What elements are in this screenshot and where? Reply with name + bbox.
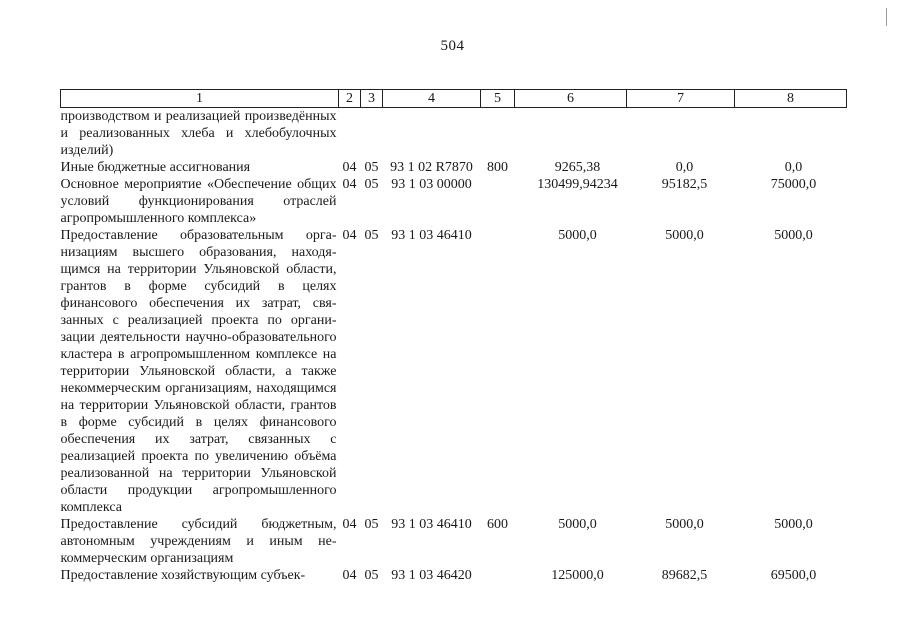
column-header-6: 6 [515,90,627,108]
row-subsection: 05 [364,177,379,192]
row-name: производством и реализацией произведённых и реализованных хлеба и хлебобулочных изделий) [60,109,337,158]
row-name: Предоставление образовательным организациям высшего образования, находящимся на территории Ульяновской области, грантов в форме субсидий в целях финансового обеспечения их затрат, связанных с реализацией проекта по организации деятельности научно-образовательного кластера в агропромышленном комплексе на территории Ульяновской области, а также некоммерческим организациям, находящимся на территории Ульяновской области, грантов в форме субсидий в целях финансового обеспечения их затрат, связанных с реализацией проекта по увеличению объёма реализованной на территории Ульяновской области продукции агропромышленного комплекса [60,228,337,515]
scan-mark [886,8,887,26]
row-amount-year1: 5000,0 [558,517,597,532]
row-target-article: 93 1 02 R7870 [390,160,473,175]
row-subsection: 05 [364,517,379,532]
table-header-row [61,90,847,108]
column-header-1: 1 [61,90,339,108]
row-subsection: 05 [364,160,379,175]
row-expense-type [481,108,515,160]
row-amount-year2 [627,108,735,160]
row-name: Предоставление хозяйствующим субъек- [60,568,306,583]
row-expense-type [481,567,515,584]
row-target-article: 93 1 03 00000 [391,177,472,192]
table-row [61,516,847,567]
row-subsection: 05 [364,568,379,583]
row-expense-type: 600 [487,517,508,532]
row-amount-year3: 75000,0 [770,177,817,192]
column-header-8: 8 [735,90,847,108]
budget-table [60,89,847,584]
row-amount-year1 [515,108,627,160]
row-amount-year3: 0,0 [784,160,803,175]
row-amount-year2: 5000,0 [665,228,704,243]
column-header-7: 7 [627,90,735,108]
column-header-4: 4 [383,90,481,108]
row-amount-year3 [735,108,847,160]
row-target-article: 93 1 03 46420 [391,568,472,583]
row-name: Предоставление субсидий бюджетным, автономным учреждениям и иным некоммерческим организациям [60,517,337,566]
column-header-3: 3 [361,90,383,108]
table-row [61,227,847,516]
row-amount-year2: 0,0 [675,160,694,175]
row-target-article [383,108,481,160]
row-target-article: 93 1 03 46410 [391,517,472,532]
table-row [61,159,847,176]
row-name: Основное мероприятие «Обеспечение общих условий функционирования отраслей агропромышленного комплекса» [60,177,337,226]
row-section: 04 [342,517,357,532]
row-expense-type [481,176,515,227]
row-amount-year1: 130499,94234 [537,177,618,192]
row-amount-year3: 5000,0 [774,517,813,532]
row-amount-year1: 5000,0 [558,228,597,243]
column-header-2: 2 [339,90,361,108]
row-subsection [361,108,383,160]
row-section: 04 [342,177,357,192]
row-amount-year2: 5000,0 [665,517,704,532]
row-amount-year2: 89682,5 [661,568,708,583]
row-expense-type [481,227,515,516]
page-number: 504 [440,38,465,54]
row-amount-year3: 5000,0 [774,228,813,243]
row-amount-year3: 69500,0 [770,568,817,583]
column-header-5: 5 [481,90,515,108]
row-amount-year1: 125000,0 [551,568,604,583]
row-section: 04 [342,568,357,583]
row-expense-type: 800 [487,160,508,175]
row-amount-year2: 95182,5 [661,177,708,192]
table-row [61,176,847,227]
row-subsection: 05 [364,228,379,243]
table-row [61,567,847,584]
row-section [339,108,361,160]
row-section: 04 [342,160,357,175]
row-section: 04 [342,228,357,243]
table-row [61,108,847,160]
row-amount-year1: 9265,38 [554,160,601,175]
row-name: Иные бюджетные ассигнования [60,160,251,175]
row-target-article: 93 1 03 46410 [391,228,472,243]
